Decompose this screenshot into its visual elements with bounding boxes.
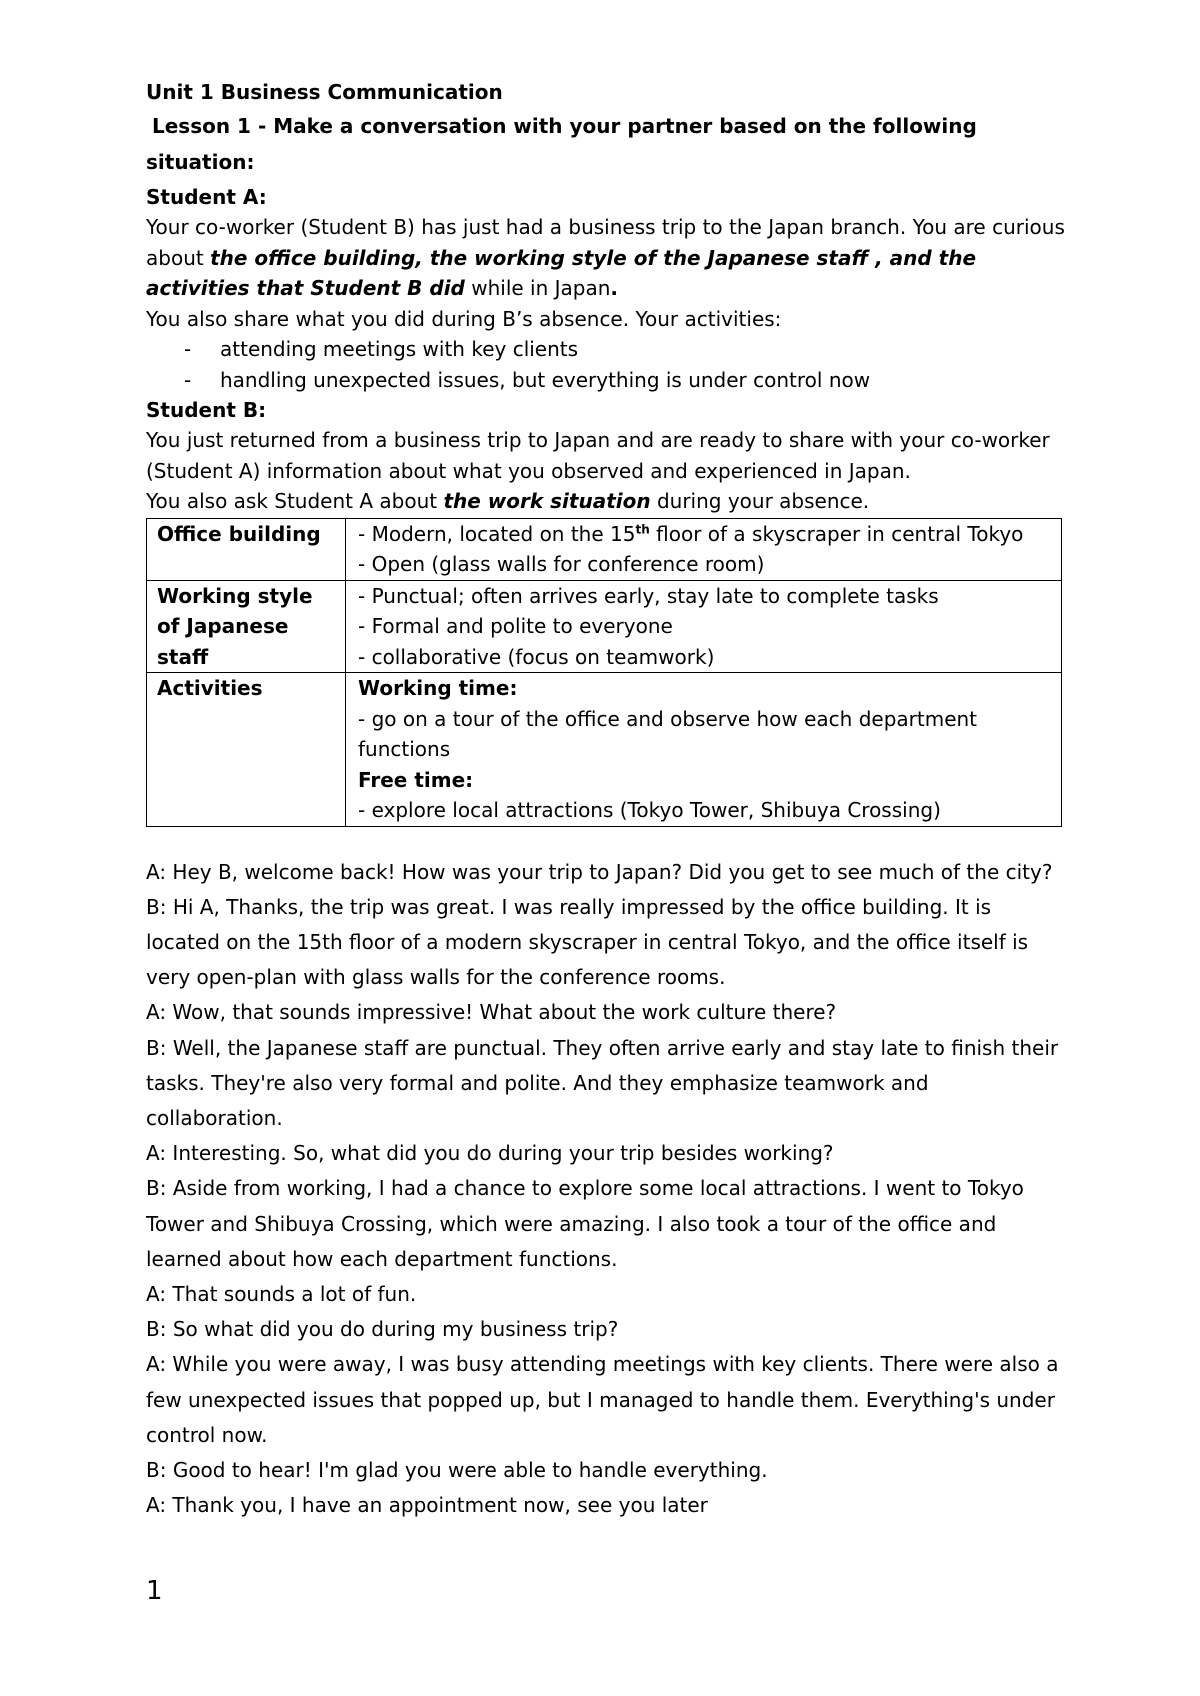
table-row [147,580,1062,673]
list-item-text: attending meetings with key clients [220,337,579,361]
content-line: - Formal and polite to everyone [358,614,673,638]
content-line: - explore local attractions (Tokyo Tower, Shibuya Crossing) [358,798,941,822]
student-a-activity-list [146,334,1066,395]
dialogue-line: A: Hey B, welcome back! How was your trip to Japan? Did you get to see much of the city? [146,859,1053,884]
dialogue-line: B: Aside from working, I had a chance to explore some local attractions. I went to Tokyo Tower and Shibuya Crossing, which were amazing. I also took a tour of the office and learned about how each department functions. [146,1176,1024,1271]
unit-title: Unit 1 Business Communication [146,80,503,104]
student-b-para2-text: You also ask Student A about [146,489,444,513]
dialogue-line: A: Thank you, I have an appointment now, see you later [146,1493,708,1518]
row-content-working-style [346,580,1062,673]
dialogue-line: B: So what did you do during my business trip? [146,1317,619,1342]
student-a-para1-emphasis: the office building, the working style of the Japanese staff , and the activities that Student B did [146,245,977,300]
dialogue-line: A: That sounds a lot of fun. [146,1281,417,1306]
row-header-office-building: Office building [147,518,346,580]
lesson-title [146,108,1066,180]
lesson-title-text: Lesson 1 - Make a conversation with your partner based on the following situation: [146,114,977,174]
dialogue-line: A: Wow, that sounds impressive! What about the work culture there? [146,1000,837,1025]
student-b-para2-tail: during your absence. [650,489,870,513]
student-a-paragraph-1 [146,212,1066,304]
content-line-text: floor of a skyscraper in central Tokyo [649,521,1024,546]
superscript: th [635,521,650,536]
list-item-text: handling unexpected issues, but everything is under control now [220,367,871,392]
content-line: - go on a tour of the office and observe how each department functions [358,706,978,761]
student-a-heading: Student A: [146,185,267,209]
student-b-para2-emphasis: the work situation [443,489,651,513]
content-line: - collaborative (focus on teamwork) [358,644,715,669]
student-a-para1-period: . [610,276,619,300]
dash-bullet: - [184,337,192,361]
dialogue-line: B: Hi A, Thanks, the trip was great. I was really impressed by the office building. It is located on the 15th floor of a modern skyscraper in central Tokyo, and the office itself is very open-plan with glass walls for the conference rooms. [146,894,1029,990]
student-b-heading: Student B: [146,398,267,422]
row-header-working-style: Working style of Japanese staff [147,580,346,673]
row-content-activities [346,673,1062,827]
dash-bullet: - [184,367,192,392]
student-a-para1-text: Your co-worker (Student B) has just had a business trip to the Japan branch. You are curious about [146,215,1065,270]
dialogue-line: A: Interesting. So, what did you do during your trip besides working? [146,1141,834,1166]
table-row [147,518,1062,580]
subheading-working-time: Working time: [358,676,518,700]
student-a-paragraph-2: You also share what you did during B’s absence. Your activities: [146,306,782,331]
table-row [147,673,1062,827]
dialogue-line: B: Well, the Japanese staff are punctual. They often arrive early and stay late to finish their tasks. They're also very formal and polite. And they emphasize teamwork and collaboration. [146,1035,1059,1130]
content-line-text: - Modern, located on the 15 [358,521,636,546]
student-a-para1-tail: while in Japan [464,276,611,300]
info-table [146,518,1062,827]
subheading-free-time: Free time: [358,767,474,792]
document-page [146,76,1066,1523]
row-content-office-building [346,518,1062,580]
list-item [146,334,1066,365]
student-b-paragraph-2 [146,486,1066,517]
student-b-paragraph-1: You just returned from a business trip to Japan and are ready to share with your co-worker (Student A) information about what you observed and experienced in Japan. [146,428,1050,483]
row-header-activities: Activities [147,673,346,827]
dialogue-line: A: While you were away, I was busy attending meetings with key clients. There were also a few unexpected issues that popped up, but I managed to handle them. Everything's under control now. [146,1352,1059,1447]
list-item [146,365,1066,396]
content-line: - Punctual; often arrives early, stay late to complete tasks [358,583,939,608]
dialogue [146,855,1066,1524]
content-line: - Open (glass walls for conference room) [358,552,765,576]
content-line [358,519,1051,550]
page-number: 1 [146,1576,163,1606]
dialogue-line: B: Good to hear! I'm glad you were able to handle everything. [146,1457,768,1482]
